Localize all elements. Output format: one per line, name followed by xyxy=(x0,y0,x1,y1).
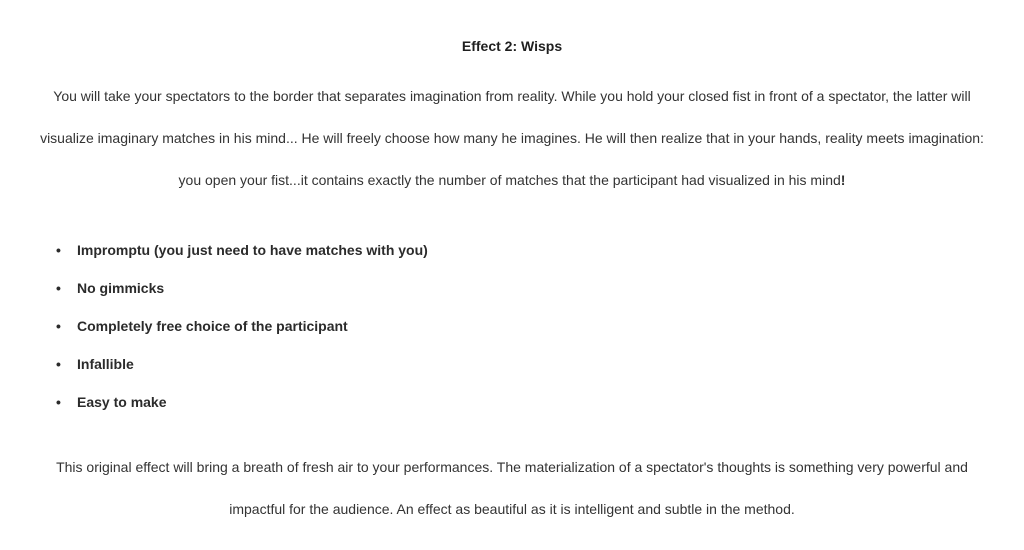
feature-label: Easy to make xyxy=(77,394,167,410)
bullet-icon: • xyxy=(56,356,61,372)
intro-end-mark: ! xyxy=(840,172,846,188)
feature-item xyxy=(0,354,428,392)
bullet-icon: • xyxy=(56,318,61,334)
feature-label: Infallible xyxy=(77,356,134,372)
feature-list xyxy=(0,240,428,430)
intro-paragraph xyxy=(40,75,984,201)
bullet-icon: • xyxy=(56,242,61,258)
feature-item xyxy=(0,316,428,354)
feature-label: Impromptu (you just need to have matches with you) xyxy=(77,242,428,258)
feature-item xyxy=(0,392,428,430)
feature-label: Completely free choice of the participant xyxy=(77,318,348,334)
intro-text: You will take your spectators to the border that separates imagination from reality. While you hold your closed fist in front of a spectator, the latter will visualize imaginary matches in his mind... He will freely choose how many he imagines. He will then realize that in your hands, reality meets imagination: you open your fist...it contains exactly the number of matches that the participant had visualized in his mind xyxy=(40,88,984,188)
feature-item xyxy=(0,278,428,316)
feature-label: No gimmicks xyxy=(77,280,165,296)
bullet-icon: • xyxy=(56,394,61,410)
outro-paragraph: This original effect will bring a breath of fresh air to your performances. The materialization of a spectator's thoughts is something very powerful and impactful for the audience. An effect as beautiful as it is intelligent and subtle in the method. xyxy=(56,459,968,517)
bullet-icon: • xyxy=(56,280,61,296)
section-title: Effect 2: Wisps xyxy=(461,38,563,54)
feature-item xyxy=(0,240,428,278)
